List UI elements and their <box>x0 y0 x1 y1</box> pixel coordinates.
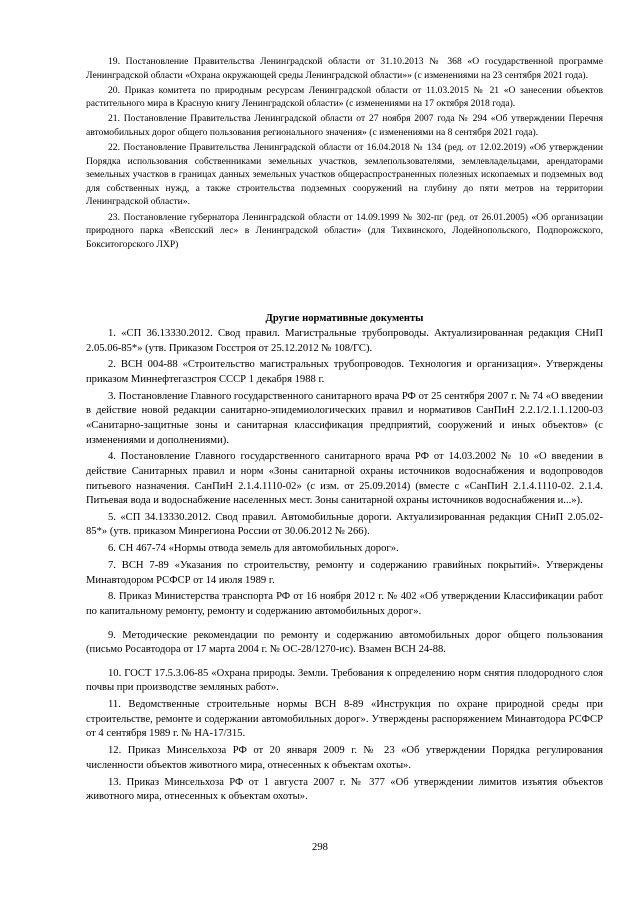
list-item: 12. Приказ Минсельхоза РФ от 20 января 2009 г. № 23 «Об утверждении Порядка регулирования численности объектов животного мира, отнесенных к объектам охоты». <box>86 745 603 771</box>
list-item: 1. «СП 36.13330.2012. Свод правил. Магистральные трубопроводы. Актуализированная редакция СНиП 2.05.06-85*» (утв. Приказом Госстроя от 25.12.2012 № 108/ГС). <box>86 328 603 354</box>
list-item: 6. СН 467-74 «Нормы отвода земель для автомобильных дорог». <box>108 543 399 555</box>
list-item: 9. Методические рекомендации по ремонту и содержанию автомобильных дорог общего пользования (письмо Росавтодора от 17 марта 2004 г. № ОС-28/1270-ис). Взамен ВСН 24-88. <box>86 629 603 656</box>
list-item: 20. Приказ комитета по природным ресурсам Ленинградской области от 11.03.2015 № 21 «О занесении объектов растительного мира в Красную книгу Ленинградской области» (с изменениями на 17 октября 2018 года). <box>86 84 603 110</box>
list-item: 11. Ведомственные строительные нормы ВСН 8-89 «Инструкция по охране природной среды при строительстве, ремонте и содержании автомобильных дорог». Утверждены распоряжением Минавтодора РСФСР от 4 сентября 1989 г. № НА-17/315. <box>86 699 603 740</box>
list-item: 19. Постановление Правительства Ленинградской области от 31.10.2013 № 368 «О государственной программе Ленинградской области «Охрана окружающей среды Ленинградской области»» (с изменениями на 23 сентября 2021 года). <box>86 56 603 81</box>
list-item: 5. «СП 34.13330.2012. Свод правил. Автомобильные дороги. Актуализированная редакция СНиП 2.05.02-85*» (утв. приказом Минрегиона России от 30.06.2012 № 266). <box>86 511 603 538</box>
list-item: 23. Постановление губернатора Ленинградской области от 14.09.1999 № 302-пг (ред. от 26.01.2005) «Об организации природного парка «Вепсский лес» в Ленинградской области» (для Тихвинского, Лодейнопольского, Подпорожского, Бокситогорского ЛХР) <box>86 211 603 250</box>
list-item: 8. Приказ Министерства транспорта РФ от 16 ноября 2012 г. № 402 «Об утверждении Классификации работ по капитальному ремонту, ремонту и содержанию автомобильных дорог». <box>86 591 603 617</box>
page-number: 298 <box>312 842 328 853</box>
list-item: 13. Приказ Минсельхоза РФ от 1 августа 2007 г. № 377 «Об утверждении лимитов изъятия объектов животного мира, отнесенных к объектам охоты». <box>86 776 603 803</box>
list-item: 3. Постановление Главного государственного санитарного врача РФ от 25 сентября 2007 г. № 74 «О введении в действие новой редакции санитарно-эпидемиологических правил и нормативов СанПиН 2.2.1/2.1.1.1200-03 «Санитарно-защитные зоны и санитарная классификация предприятий, сооружений и иных объектов» (с изменениями и дополнениями). <box>86 390 603 446</box>
regional-acts-list <box>86 55 603 253</box>
other-documents-list <box>86 327 603 807</box>
list-item: 21. Постановление Правительства Ленинградской области от 27 ноября 2007 года № 294 «Об утверждении Перечня автомобильных дорог общего пользования регионального значения» (с изменениями на 8 сентября 2021 года). <box>86 113 603 138</box>
list-item: 22. Постановление Правительства Ленинградской области от 16.04.2018 № 134 (ред. от 12.02.2019) «Об утверждении Порядка использования собственниками земельных участков, землепользователями, землевладельцами, арендаторами земельных участков в границах данных земельных участков общераспространенных полезных ископаемых и подземных вод для собственных нужд, а также строительства подземных сооружений на глубину до пяти метров на территории Ленинградской области». <box>86 142 603 208</box>
list-item: 2. ВСН 004-88 «Строительство магистральных трубопроводов. Технология и организация». Утверждены приказом Миннефтегазстроя СССР 1 декабря 1988 г. <box>86 359 603 385</box>
list-item: 7. ВСН 7-89 «Указания по строительству, ремонту и содержанию гравийных покрытий». Утверждены Минавтодором РСФСР от 14 июля 1989 г. <box>86 560 603 586</box>
section-heading: Другие нормативные документы <box>265 313 424 324</box>
list-item: 4. Постановление Главного государственного санитарного врача РФ от 14.03.2002 № 10 «О введении в действие Санитарных правил и норм «Зоны санитарной охраны источников водоснабжения и водопроводов питьевого назначения. СанПиН 2.1.4.1110-02» (с изм. от 25.09.2014) (вместе с «СанПиН 2.1.4.1110-02. 2.1.4. Питьевая вода и водоснабжение населенных мест. Зоны санитарной охраны источников водоснабжения и...»). <box>86 451 603 507</box>
list-item: 10. ГОСТ 17.5.3.06-85 «Охрана природы. Земли. Требования к определению норм снятия плодородного слоя почвы при производстве земляных работ». <box>86 667 603 694</box>
